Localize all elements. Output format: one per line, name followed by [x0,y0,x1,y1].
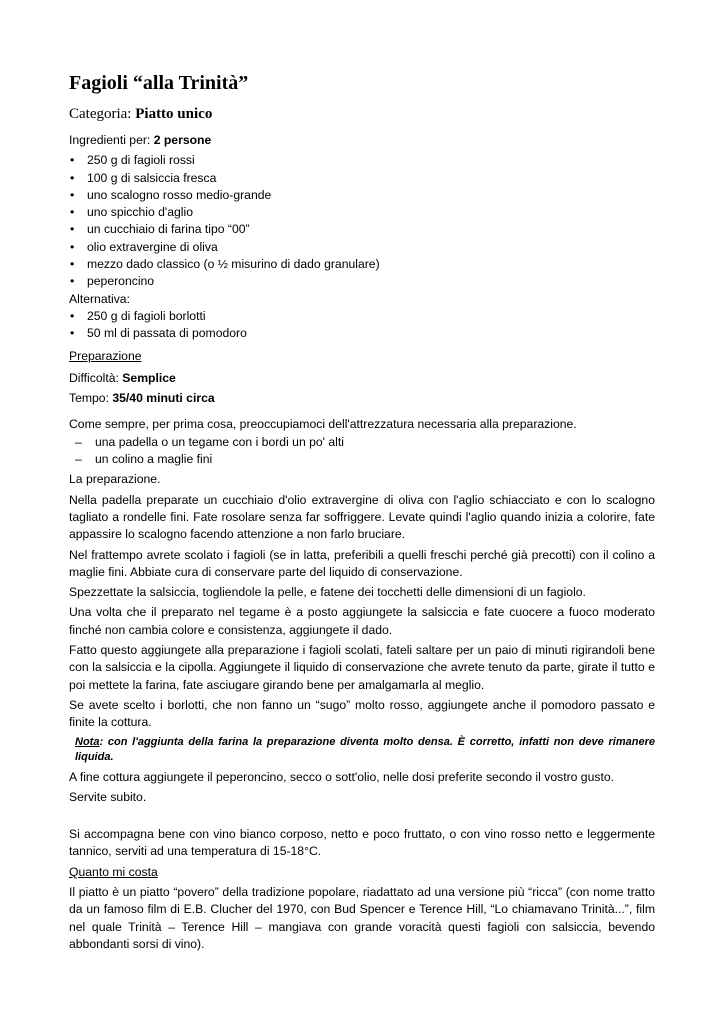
ingredient-item: • uno spicchio d'aglio [69,204,655,221]
step-paragraph: Nel frattempo avrete scolato i fagioli (se in latta, preferibili a quelli freschi perché già precotti) con il colino a maglie fini. Abbiate cura di conservare parte del liquido di conservazione. [69,547,655,579]
note-label: Nota [75,735,100,748]
time-label: Tempo: [69,391,109,406]
cost-heading: Quanto mi costa [69,864,158,879]
ingredient-item: • un cucchiaio di farina tipo “00” [69,221,655,238]
tool-item: – un colino a maglie fini [69,451,655,468]
category-value: Piatto unico [135,106,213,122]
ingredients-value: 2 persone [153,133,212,147]
step-paragraph: Se avete scelto i borlotti, che non fanno un “sugo” molto rosso, aggiungete anche il pomodoro passato e finite la cottura. [69,697,655,730]
ingredient-item: • 100 g di salsiccia fresca [69,170,655,187]
alternative-item: • 50 ml di passata di pomodoro [69,325,655,342]
ingredients-line [69,132,655,149]
ingredients-label: Ingredienti per: [69,133,151,147]
ingredient-item: • olio extravergine di oliva [69,239,655,256]
category-line [69,104,212,124]
ingredient-item: • peperoncino [69,273,655,290]
ingredient-item: • uno scalogno rosso medio-grande [69,187,655,204]
cost-text: Il piatto è un piatto “povero” della tradizione popolare, riadattato ad una versione più “ricca” (con nome tratto da un famoso film di E.B. Clucher del 1970, con Bud Spencer e Terence Hill, “Lo chiamavano Trinità...”, film nel quale Trinità – Terence Hill – mangiava con grande voracità questi fagioli con salsiccia, bevendo abbondanti sorsi di vino). [69,884,655,951]
step-paragraph: Fatto questo aggiungete alla preparazione i fagioli scolati, fateli saltare per un paio di minuti rigirandoli bene con la salsiccia e la cipolla. Aggiungete il liquido di conservazione che avrete tenuto da parte, girate il tutto e poi mettete la farina, fate asciugare girando bene per amalgamarla al meglio. [69,643,655,692]
note-text: : con l'aggiunta della farina la preparazione diventa molto densa. È corretto, infatti non deve rimanere liquida. [75,735,655,763]
final-step: A fine cottura aggiungete il peperoncino, secco o sott'olio, nelle dosi preferite secondo il vostro gusto. [69,769,615,784]
note-box [75,735,655,765]
time-line [69,390,655,407]
difficulty-value: Semplice [122,370,176,385]
section-spacer [69,809,655,826]
time-value: 35/40 minuti circa [112,391,215,406]
ingredient-item: • mezzo dado classico (o ½ misurino di dado granulare) [69,256,655,273]
alternative-label: Alternativa: [69,291,130,306]
intro-text: Come sempre, per prima cosa, preoccupiamoci dell'attrezzatura necessaria alla preparazione. [69,417,577,432]
step-paragraph: Una volta che il preparato nel tegame è a posto aggiungete la salsiccia e fate cuocere a fuoco moderato finché non cambia colore e consistenza, aggiungete il dado. [69,605,655,637]
step-paragraph: Spezzettate la salsiccia, togliendole la pelle, e fatene dei tocchetti delle dimensioni di un fagiolo. [69,585,586,600]
ingredient-item: • 250 g di fagioli rossi [69,152,655,169]
wine-pairing: Si accompagna bene con vino bianco corposo, netto e poco fruttato, o con vino rosso netto e leggermente tannico, serviti ad una temperatura di 15-18°C. [69,827,655,859]
tool-item: – una padella o un tegame con i bordi un po' alti [69,434,655,451]
preparation-heading: Preparazione [69,348,142,363]
tools-list [69,434,655,469]
preparation-title: La preparazione. [69,472,161,487]
recipe-body [69,132,655,956]
alternatives-list [69,308,655,343]
step-paragraph: Nella padella preparate un cucchiaio d'olio extravergine di oliva con l'aglio schiacciato e con lo scalogno tagliato a rondelle fini. Fate rosolare senza far soffriggere. Levate quindi l'aglio quando inizia a colorire, fate appassire lo scalogno facendo attenzione a non farlo bruciare. [69,492,655,542]
difficulty-label: Difficoltà: [69,370,119,385]
difficulty-line [69,370,655,387]
category-label: Categoria: [69,106,132,122]
ingredients-list [69,152,655,290]
page-title: Fagioli “alla Trinità” [69,72,249,94]
final-step: Servite subito. [69,789,147,804]
alternative-item: • 250 g di fagioli borlotti [69,308,655,325]
